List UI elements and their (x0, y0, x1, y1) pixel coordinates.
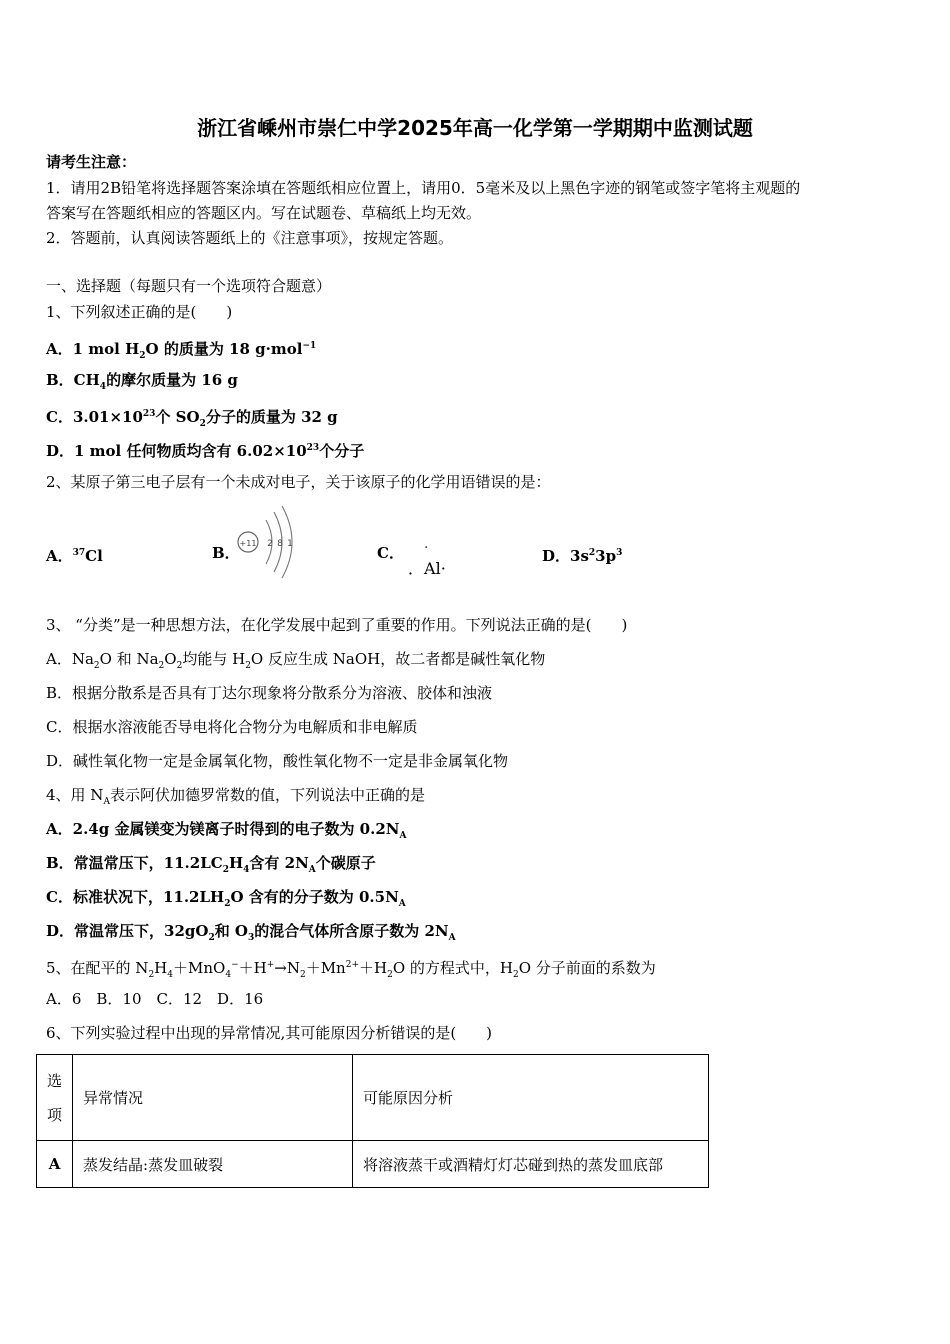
table-row (37, 1141, 709, 1188)
electron-dot: · (424, 540, 429, 556)
section-heading: 一、选择题（每题只有一个选项符合题意） (46, 277, 332, 295)
question-2-option-d: D．$3s^23p^3$ (542, 547, 623, 565)
question-2-option-b-label: B． (212, 544, 240, 562)
table-header-option: 选 项 (37, 1055, 73, 1141)
table-cell-option: A (37, 1141, 73, 1188)
question-3-option-a: A．$Na_2O$ 和 $Na_2O_2$均能与 $H_2O$ 反应生成 NaOH，故二者都是碱性氧化物 (46, 650, 546, 671)
question-1-option-c: C．$3.01\times 10^{23}$个 $SO_2$分子的质量为 32 g (46, 408, 338, 429)
electron-dot-structure: ．Al· (408, 559, 446, 578)
question-6-stem: 6、下列实验过程中出现的异常情况,其可能原因分析错误的是( ) (46, 1024, 493, 1042)
question-5-stem: 5、在配平的 $N_2H_4+MnO_4^-+H^+\to N_2+Mn^{2+}+H_2O$ 的方程式中，$H_2O$ 分子前面的系数为 (46, 959, 656, 980)
atom-shell-2: 8 (277, 539, 283, 549)
question-3-stem: 3、 “分类”是一种思想方法，在化学发展中起到了重要的作用。下列说法正确的是( ) (46, 616, 628, 634)
table-header-cause: 可能原因分析 (353, 1055, 709, 1141)
question-2-stem: 2、某原子第三电子层有一个未成对电子，关于该原子的化学用语错误的是： (46, 473, 551, 491)
question-4-stem: 4、用 $N_A$表示阿伏加德罗常数的值，下列说法中正确的是 (46, 786, 425, 807)
question-4-option-c: C．标准状况下，$11.2LH_2O$ 含有的分子数为 $0.5N_A$ (46, 888, 406, 909)
question-4-option-b: B．常温常压下，$11.2LC_2H_4$含有 $2N_A$个碳原子 (46, 854, 376, 875)
atom-structure-diagram (236, 504, 298, 580)
question-1-option-d: D．1 mol 任何物质均含有 $6.02\times 10^{23}$个分子 (46, 442, 365, 460)
question-4-option-d: D．常温常压下，$32gO_2$和 $O_3$的混合气体所含原子数为 $2N_A$ (46, 922, 456, 943)
question-5-options: A．6 B．10 C．12 D．16 (46, 990, 264, 1008)
question-3-option-d: D．碱性氧化物一定是金属氧化物，酸性氧化物不一定是非金属氧化物 (46, 752, 509, 770)
notice-item-2: 2．答题前，认真阅读答题纸上的《注意事项》，按规定答题。 (46, 229, 454, 247)
table-cell-anomaly: 蒸发结晶:蒸发皿破裂 (73, 1141, 353, 1188)
question-1-option-b: B．$CH_4$的摩尔质量为 16 g (46, 371, 238, 392)
atom-shell-1: 2 (267, 539, 273, 549)
notice-heading: 请考生注意： (46, 153, 137, 171)
page-title: 浙江省嵊州市崇仁中学2025年高一化学第一学期期中监测试题 (197, 116, 753, 140)
question-4-option-a: A．2.4g 金属镁变为镁离子时得到的电子数为 $0.2N_A$ (46, 820, 407, 841)
question-6-table (36, 1054, 709, 1188)
notice-item-1b: 答案写在答题纸相应的答题区内。写在试题卷、草稿纸上均无效。 (46, 204, 482, 222)
question-2-option-a: A．$^{37}$Cl (46, 547, 103, 565)
question-1-option-a: A．1 mol $H_2O$ 的质量为 18 g·mol$^{-1}$ (46, 340, 317, 361)
question-3-option-c: C．根据水溶液能否导电将化合物分为电解质和非电解质 (46, 718, 418, 736)
atom-nucleus-label: +11 (239, 539, 257, 548)
table-header-anomaly: 异常情况 (73, 1055, 353, 1141)
question-1-stem: 1、下列叙述正确的是( ) (46, 303, 233, 321)
table-header-row (37, 1055, 709, 1141)
question-3-option-b: B．根据分散系是否具有丁达尔现象将分散系分为溶液、胶体和浊液 (46, 684, 493, 702)
table-cell-cause: 将溶液蒸干或酒精灯灯芯碰到热的蒸发皿底部 (353, 1141, 709, 1188)
notice-item-1a: 1．请用2B铅笔将选择题答案涂填在答题纸相应位置上，请用0．5毫米及以上黑色字迹的钢笔或签字笔将主观题的 (46, 179, 801, 197)
question-2-option-c-label: C． (377, 544, 404, 562)
atom-shell-3: 1 (287, 539, 293, 549)
